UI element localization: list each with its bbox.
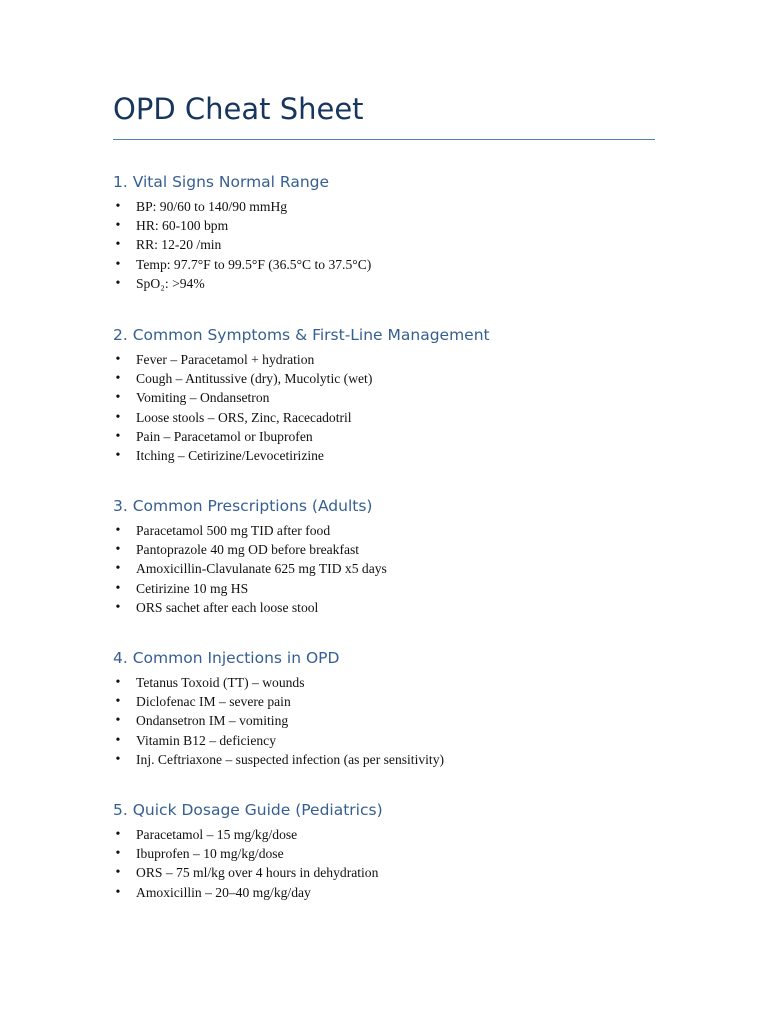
bullet-icon: •	[115, 237, 121, 253]
title-divider	[113, 139, 655, 140]
list-item-text: Tetanus Toxoid (TT) – wounds	[136, 675, 305, 690]
bullet-icon: •	[115, 580, 121, 596]
section-injections-opd	[113, 648, 673, 769]
list-item	[113, 598, 673, 617]
section-symptoms-management	[113, 325, 673, 465]
bullet-icon: •	[115, 256, 121, 272]
list-item-text: ORS – 75 ml/kg over 4 hours in dehydration	[136, 865, 379, 881]
list-item	[113, 274, 673, 293]
bullet-icon: •	[115, 561, 121, 577]
list-item	[113, 711, 673, 730]
bullet-icon: •	[115, 599, 121, 615]
list-item	[113, 255, 673, 274]
bullet-icon: •	[115, 447, 121, 463]
list-item-text: Amoxicillin-Clavulanate 625 mg TID x5 days	[136, 561, 387, 577]
list-item	[113, 863, 673, 882]
list-item	[113, 750, 673, 769]
list-item-text: Paracetamol 500 mg TID after food	[136, 523, 331, 538]
bullet-icon: •	[115, 827, 121, 842]
list-item-text: SpO₂: >94%	[136, 275, 205, 291]
list-item	[113, 388, 673, 407]
list-item	[113, 446, 673, 465]
bullet-list	[113, 197, 673, 293]
list-item-text: Amoxicillin – 20–40 mg/kg/day	[136, 884, 311, 900]
section-heading: 1. Vital Signs Normal Range	[113, 173, 330, 191]
list-item	[113, 673, 673, 692]
list-item	[113, 216, 673, 235]
section-heading: 3. Common Prescriptions (Adults)	[113, 497, 373, 515]
list-item-text: Diclofenac IM – severe pain	[136, 694, 291, 710]
bullet-icon: •	[115, 218, 121, 234]
list-item	[113, 350, 673, 369]
bullet-icon: •	[115, 846, 121, 862]
bullet-icon: •	[115, 713, 121, 729]
section-heading: 4. Common Injections in OPD	[113, 649, 340, 667]
list-item-text: Itching – Cetirizine/Levocetirizine	[136, 447, 324, 463]
list-item	[113, 408, 673, 427]
page-title: OPD Cheat Sheet	[113, 92, 364, 126]
bullet-icon: •	[115, 542, 121, 558]
bullet-icon: •	[115, 865, 121, 881]
bullet-list	[113, 521, 673, 617]
bullet-icon: •	[115, 732, 121, 748]
section-heading: 5. Quick Dosage Guide (Pediatrics)	[113, 801, 383, 819]
bullet-list	[113, 350, 673, 465]
list-item-text: Loose stools – ORS, Zinc, Racecadotril	[136, 409, 352, 425]
bullet-icon: •	[115, 751, 121, 767]
list-item	[113, 883, 673, 902]
list-item-text: Pantoprazole 40 mg OD before breakfast	[136, 542, 360, 558]
list-item-text: Vomiting – Ondansetron	[136, 390, 270, 406]
bullet-list	[113, 825, 673, 902]
list-item-text: ORS sachet after each loose stool	[136, 599, 319, 615]
bullet-icon: •	[115, 352, 121, 367]
list-item-text: Cough – Antitussive (dry), Mucolytic (wet)	[136, 371, 373, 387]
bullet-icon: •	[115, 409, 121, 425]
bullet-icon: •	[115, 428, 121, 444]
section-dosage-pediatrics	[113, 800, 673, 902]
list-item	[113, 235, 673, 254]
bullet-icon: •	[115, 371, 121, 387]
list-item-text: Inj. Ceftriaxone – suspected infection (as per sensitivity)	[136, 751, 445, 767]
list-item	[113, 579, 673, 598]
list-item-text: BP: 90/60 to 140/90 mmHg	[136, 199, 288, 214]
list-item-text: Ibuprofen – 10 mg/kg/dose	[136, 846, 284, 862]
section-vital-signs	[113, 172, 673, 293]
list-item	[113, 369, 673, 388]
bullet-icon: •	[115, 390, 121, 406]
list-item	[113, 540, 673, 559]
list-item-text: Pain – Paracetamol or Ibuprofen	[136, 428, 313, 444]
bullet-icon: •	[115, 675, 121, 690]
list-item-text: RR: 12-20 /min	[136, 237, 222, 253]
list-item-text: Cetirizine 10 mg HS	[136, 580, 249, 596]
list-item	[113, 427, 673, 446]
list-item-text: Paracetamol – 15 mg/kg/dose	[136, 827, 298, 842]
list-item-text: Vitamin B12 – deficiency	[136, 732, 276, 748]
list-item	[113, 521, 673, 540]
list-item	[113, 844, 673, 863]
bullet-icon: •	[115, 199, 121, 214]
list-item	[113, 197, 673, 216]
list-item	[113, 559, 673, 578]
bullet-icon: •	[115, 884, 121, 900]
bullet-icon: •	[115, 275, 121, 291]
list-item-text: Ondansetron IM – vomiting	[136, 713, 289, 729]
bullet-list	[113, 673, 673, 769]
bullet-icon: •	[115, 523, 121, 538]
section-prescriptions-adults	[113, 496, 673, 617]
list-item	[113, 692, 673, 711]
list-item	[113, 731, 673, 750]
list-item-text: Temp: 97.7°F to 99.5°F (36.5°C to 37.5°C)	[136, 256, 372, 272]
list-item	[113, 825, 673, 844]
list-item-text: HR: 60-100 bpm	[136, 218, 229, 234]
section-heading: 2. Common Symptoms & First-Line Management	[113, 326, 490, 344]
bullet-icon: •	[115, 694, 121, 710]
list-item-text: Fever – Paracetamol + hydration	[136, 352, 315, 367]
